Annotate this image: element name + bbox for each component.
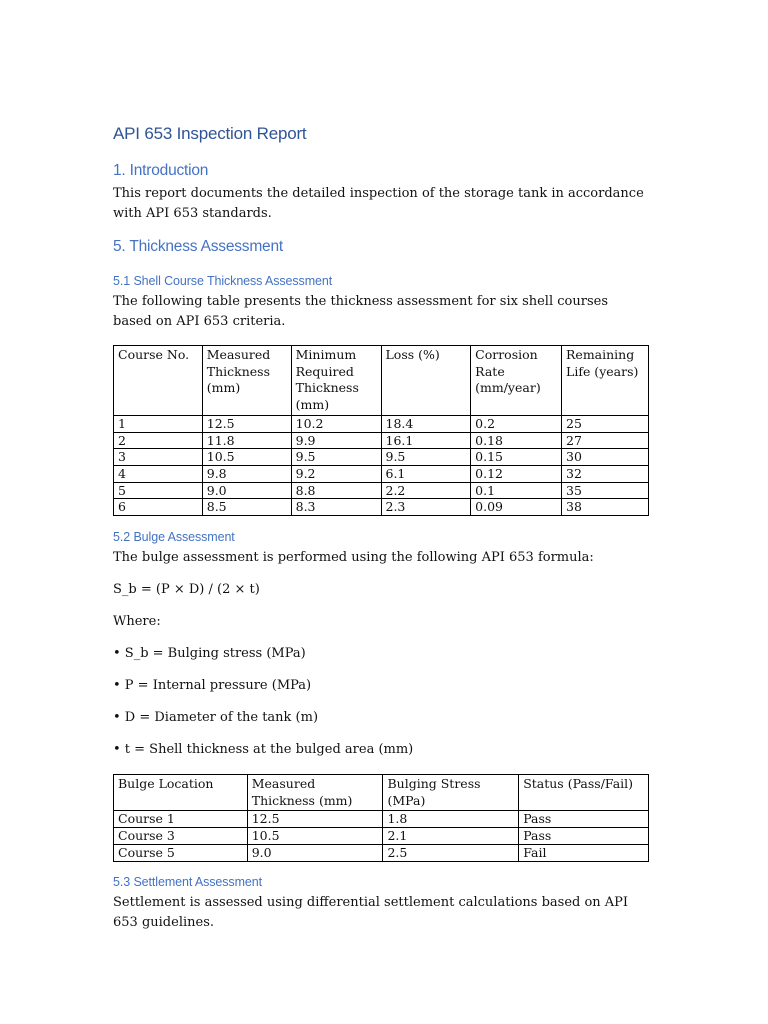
settlement-assessment-text: Settlement is assessed using differential settlement calculations based on API 653 guidelines. <box>113 895 629 930</box>
column-header: Bulging Stress (MPa) <box>383 775 519 811</box>
table-cell: Pass <box>519 811 649 828</box>
table-cell: 9.0 <box>202 482 291 499</box>
table-cell: 12.5 <box>247 811 383 828</box>
where-label: Where: <box>113 614 161 629</box>
column-header: Status (Pass/Fail) <box>519 775 649 811</box>
bullet-item: • t = Shell thickness at the bulged area (mm) <box>113 742 414 757</box>
table-cell: 6 <box>114 499 203 516</box>
table-cell: 10.5 <box>247 828 383 845</box>
table-cell: 35 <box>562 482 649 499</box>
bulge-assessment-heading: 5.2 Bulge Assessment <box>113 530 235 544</box>
table-cell: 2.5 <box>383 844 519 861</box>
table-cell: 9.9 <box>291 432 381 449</box>
bulge-assessment-text: The bulge assessment is performed using the following API 653 formula: <box>113 550 594 565</box>
table-cell: 9.2 <box>291 465 381 482</box>
table-cell: 3 <box>114 449 203 466</box>
table-cell: 1 <box>114 415 203 432</box>
table-row <box>114 482 649 499</box>
table-cell: 2.2 <box>381 482 471 499</box>
table-cell: Pass <box>519 828 649 845</box>
table-row <box>114 499 649 516</box>
bullet-item: • S_b = Bulging stress (MPa) <box>113 646 306 661</box>
table-cell: 2.3 <box>381 499 471 516</box>
table-cell: Course 1 <box>114 811 248 828</box>
table-cell: 5 <box>114 482 203 499</box>
table-cell: 0.09 <box>471 499 562 516</box>
table-cell: 0.15 <box>471 449 562 466</box>
bulge-formula: S_b = (P × D) / (2 × t) <box>113 582 260 597</box>
column-header: Measured Thickness (mm) <box>247 775 383 811</box>
bulge-table <box>113 774 649 862</box>
table-cell: 6.1 <box>381 465 471 482</box>
column-header: Course No. <box>114 346 203 416</box>
shell-course-text: The following table presents the thickness assessment for six shell courses based on API 653 criteria. <box>113 294 608 329</box>
introduction-heading: 1. Introduction <box>113 162 209 179</box>
table-cell: 32 <box>562 465 649 482</box>
table-cell: 2 <box>114 432 203 449</box>
settlement-assessment-heading: 5.3 Settlement Assessment <box>113 875 262 889</box>
report-title: API 653 Inspection Report <box>113 124 307 143</box>
table-cell: 16.1 <box>381 432 471 449</box>
table-cell: 9.5 <box>291 449 381 466</box>
table-cell: 10.2 <box>291 415 381 432</box>
table-cell: 8.5 <box>202 499 291 516</box>
table-row <box>114 465 649 482</box>
table-row <box>114 844 649 861</box>
table-cell: 9.0 <box>247 844 383 861</box>
table-cell: 18.4 <box>381 415 471 432</box>
table-cell: 2.1 <box>383 828 519 845</box>
table-cell: 10.5 <box>202 449 291 466</box>
column-header: Measured Thickness (mm) <box>202 346 291 416</box>
shell-course-heading: 5.1 Shell Course Thickness Assessment <box>113 274 333 288</box>
column-header: Bulge Location <box>114 775 248 811</box>
column-header: Loss (%) <box>381 346 471 416</box>
table-cell: 0.2 <box>471 415 562 432</box>
table-cell: 11.8 <box>202 432 291 449</box>
shell-thickness-table <box>113 345 649 516</box>
table-header-row <box>114 346 649 416</box>
table-row <box>114 449 649 466</box>
table-cell: 8.3 <box>291 499 381 516</box>
column-header: Remaining Life (years) <box>562 346 649 416</box>
table-row <box>114 415 649 432</box>
table-cell: 12.5 <box>202 415 291 432</box>
table-row <box>114 432 649 449</box>
table-cell: 38 <box>562 499 649 516</box>
table-row <box>114 828 649 845</box>
table-cell: Fail <box>519 844 649 861</box>
table-cell: 0.12 <box>471 465 562 482</box>
table-cell: Course 5 <box>114 844 248 861</box>
table-cell: Course 3 <box>114 828 248 845</box>
thickness-assessment-heading: 5. Thickness Assessment <box>113 238 283 255</box>
table-cell: 9.8 <box>202 465 291 482</box>
table-row <box>114 811 649 828</box>
table-cell: 27 <box>562 432 649 449</box>
table-cell: 0.1 <box>471 482 562 499</box>
table-cell: 8.8 <box>291 482 381 499</box>
column-header: Minimum Required Thickness (mm) <box>291 346 381 416</box>
bullet-item: • P = Internal pressure (MPa) <box>113 678 312 693</box>
table-cell: 9.5 <box>381 449 471 466</box>
table-cell: 30 <box>562 449 649 466</box>
table-cell: 0.18 <box>471 432 562 449</box>
bullet-item: • D = Diameter of the tank (m) <box>113 710 319 725</box>
table-cell: 25 <box>562 415 649 432</box>
column-header: Corrosion Rate (mm/year) <box>471 346 562 416</box>
introduction-text: This report documents the detailed inspection of the storage tank in accordance with API 653 standards. <box>113 186 644 221</box>
table-header-row <box>114 775 649 811</box>
table-cell: 4 <box>114 465 203 482</box>
table-cell: 1.8 <box>383 811 519 828</box>
